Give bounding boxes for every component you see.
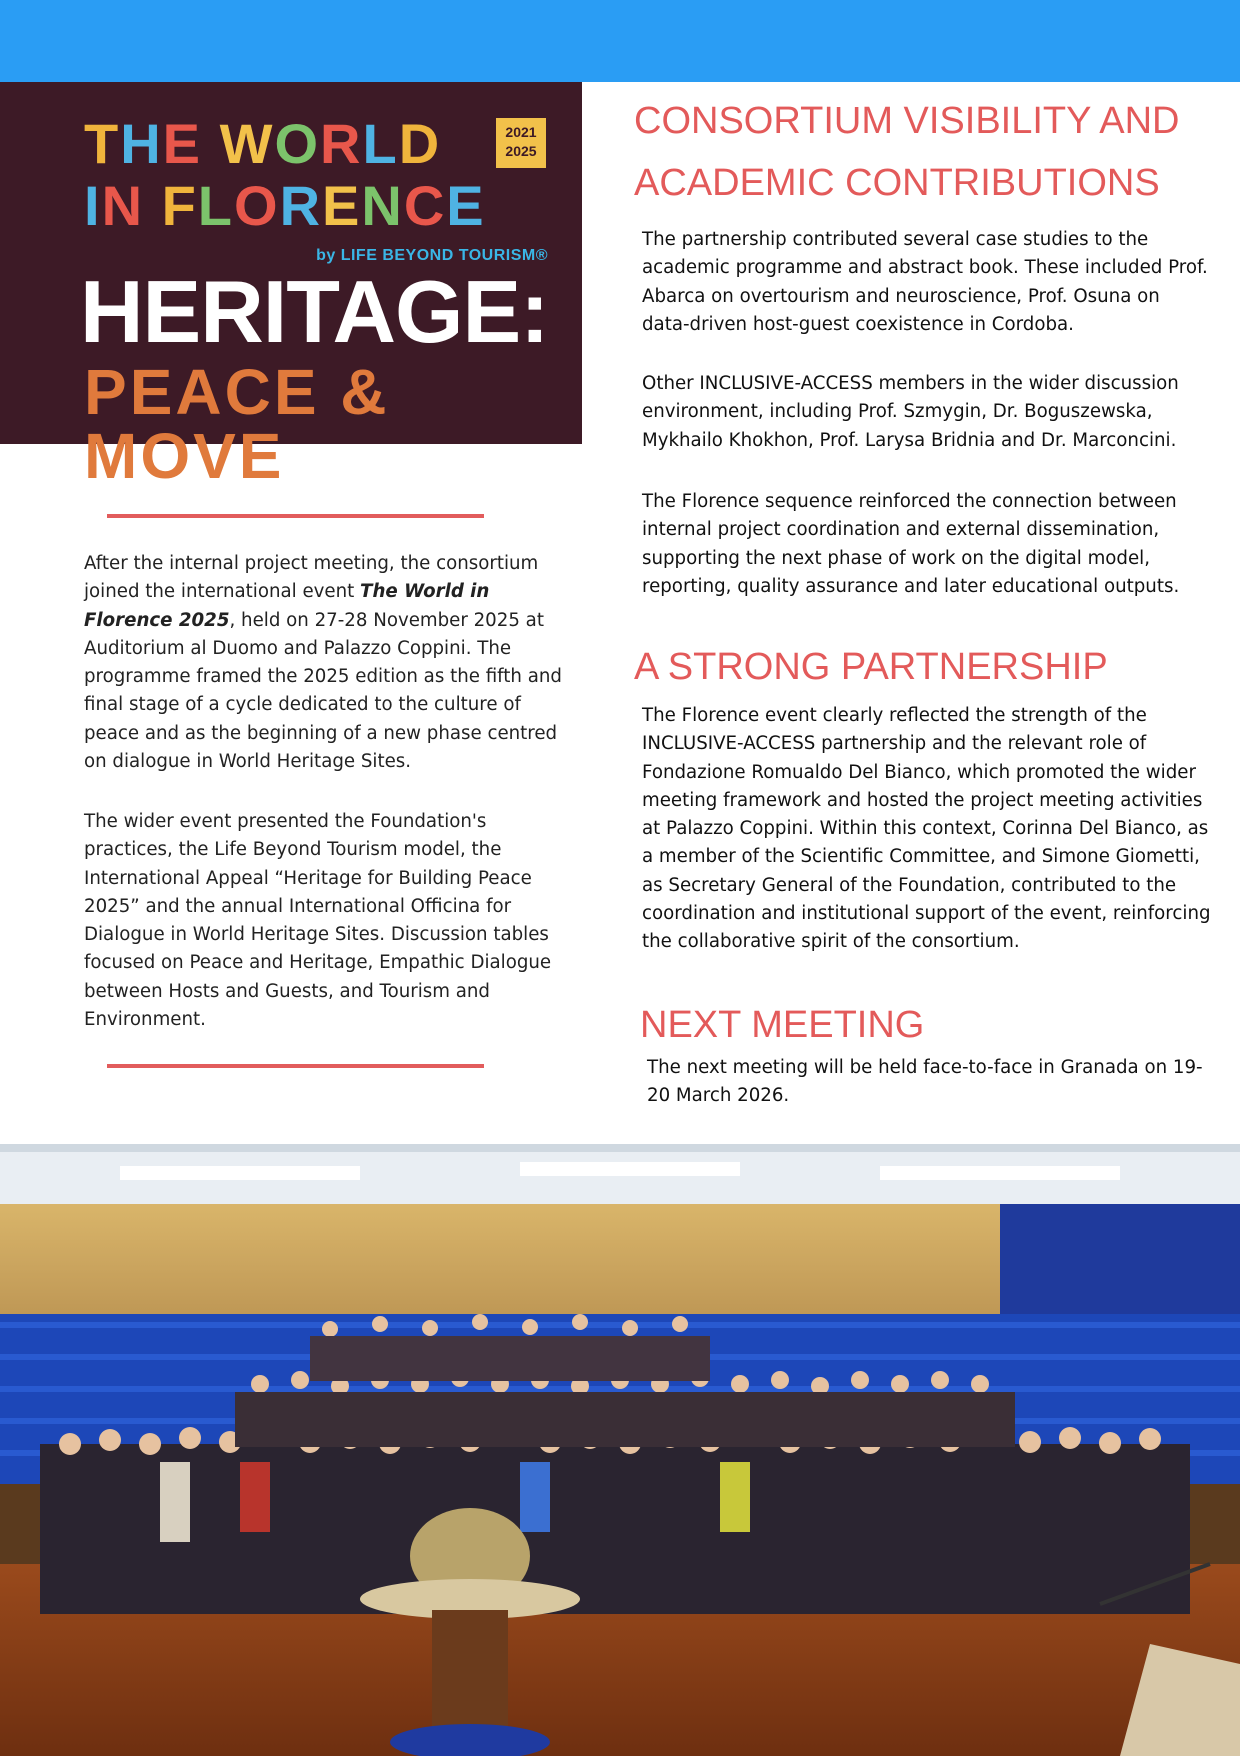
event-banner — [0, 82, 582, 492]
top-color-bar — [0, 0, 1240, 82]
group-photo — [0, 1144, 1240, 1756]
left-paragraph-2: The wider event presented the Foundation's practices, the Life Beyond Tourism model, the International Appeal “Heritage for Building Peace 2025” and the annual International Officina for Dialogue in World Heritage Sites. Discussion tables focused on Peace and Heritage, Empathic Dialogue between Hosts and Guests, and Tourism and Environment. — [84, 811, 552, 1031]
heading-consortium-visibility: CONSORTIUM VISIBILITY AND ACADEMIC CONTRIBUTIONS — [634, 100, 1180, 204]
right-paragraph-3: The Florence sequence reinforced the connection between internal project coordination and external dissemination, supporting the next phase of work on the digital model, reporting, quality assurance and later educational outputs. — [642, 491, 1180, 597]
heading-strong-partnership: A STRONG PARTNERSHIP — [634, 646, 1108, 688]
logo-years-badge: 2021 2025 — [496, 118, 546, 168]
right-paragraph-1: The partnership contributed several case studies to the academic programme and abstract book. These included Prof. Abarca on overtourism and neuroscience, Prof. Osuna on data-driven host-guest coexistence in Cordoba. — [642, 229, 1208, 335]
banner-heritage-title: HERITAGE: — [80, 262, 549, 361]
banner-peace-subtitle: PEACE & MOVE — [84, 356, 390, 492]
logo-title-line1: THE WORLD — [84, 112, 442, 175]
left-paragraph-1: After the internal project meeting, the consortium joined the international event The World in Florence 2025, held on 27-28 November 2025 at Auditorium al Duomo and Palazzo Coppini. The programme framed the 2025 edition as the fifth and final stage of a cycle dedicated to the culture of peace and as the beginning of a new phase centred on dialogue in World Heritage Sites. — [84, 553, 562, 773]
right-paragraph-2: Other INCLUSIVE-ACCESS members in the wider discussion environment, including Prof. Szmygin, Dr. Boguszewska, Mykhailo Khokhon, Prof. Larysa Bridnia and Dr. Marconcini. — [642, 373, 1179, 451]
next-meeting-paragraph: The next meeting will be held face-to-face in Granada on 19-20 March 2026. — [647, 1057, 1203, 1107]
heading-next-meeting: NEXT MEETING — [640, 1004, 925, 1046]
divider-top — [107, 514, 484, 518]
divider-bottom — [107, 1064, 484, 1068]
right-paragraph-4: The Florence event clearly reflected the strength of the INCLUSIVE-ACCESS partnership and the relevant role of Fondazione Romualdo Del Bianco, which promoted the wider meeting framework and hosted the project meeting activities at Palazzo Coppini. Within this context, Corinna Del Bianco, as a member of the Scientific Committee, and Simone Giometti, as Secretary General of the Foundation, contributed to the coordination and institutional support of the event, reinforcing the collaborative spirit of the consortium. — [642, 705, 1211, 953]
logo-title-line2: IN FLORENCE — [84, 174, 486, 237]
logo-byline: by LIFE BEYOND TOURISM® — [316, 247, 548, 264]
event-name-emphasis: The World in Florence 2025 — [84, 581, 490, 631]
